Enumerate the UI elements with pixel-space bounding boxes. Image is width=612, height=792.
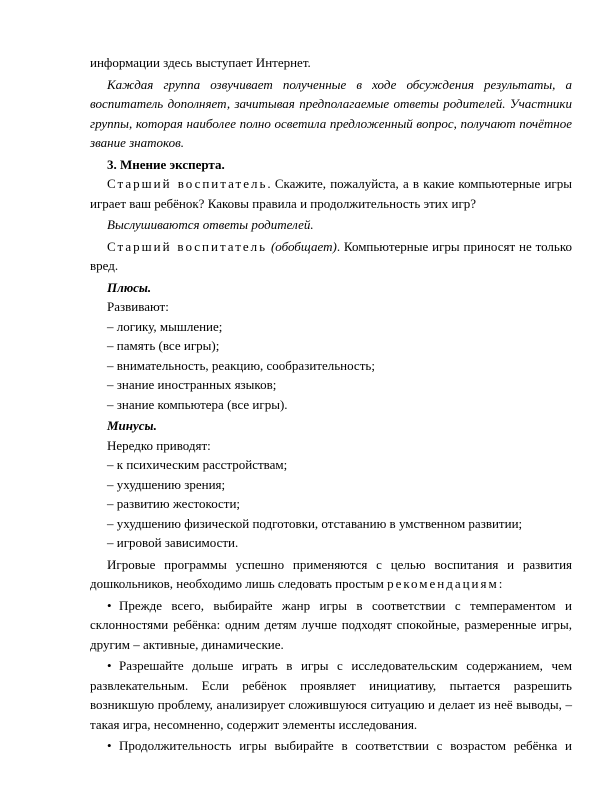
minus-item: – развитию жестокости;	[107, 496, 241, 511]
bullet-item-genre	[90, 596, 572, 655]
paragraph-groups: Каждая группа озвучивает полученные в ходе обсуждения результаты, а воспитатель дополняет, зачитывая предполагаемые ответы родителей. Участники группы, которая наиболее полно осветила предложенный вопрос, получают почётное звание знатоков.	[90, 76, 572, 150]
paragraph-internet: информации здесь выступает Интернет.	[90, 55, 311, 70]
bullet-text: Продолжительность игры выбирайте в соответствии с возрастом ребёнка и	[119, 738, 572, 753]
bullet-icon: •	[107, 597, 112, 613]
bullet-text: Разрешайте дольше играть в игры с исследовательским содержанием, чем развлекательным. Если ребёнок проявляет инициативу, пытается разрешить возникшую проблему, анализирует сложившуюся ситуацию и делает из неё выводы, – такая игра, несомненно, содержит элементы исследования.	[90, 658, 572, 732]
often-label: Нередко приводят:	[107, 437, 211, 453]
bullet-text: Прежде всего, выбирайте жанр игры в соответствии с темпераментом и склонностями ребёнка: одним детям лучше подходят спокойные, размеренные игры, другим – активные, динамические.	[90, 597, 572, 652]
plus-item: – логику, мышление;	[107, 318, 223, 334]
bullet-icon: •	[107, 658, 112, 673]
question-text: . Скажите, пожалуйста, а в какие компьютерные игры играет ваш ребёнок? Каковы правила и продолжительность этих игр?	[90, 176, 572, 211]
bullet-icon: •	[107, 738, 112, 753]
plus-heading: Плюсы.	[107, 279, 152, 295]
minus-item: – ухудшению зрения;	[107, 476, 226, 492]
plus-item: – знание компьютера (все игры).	[107, 396, 288, 412]
minus-item: – к психическим расстройствам;	[107, 457, 288, 472]
summary-text: . Компьютерные игры приносят не только вред.	[90, 238, 572, 273]
paragraph-summary	[90, 237, 572, 276]
generalizes-note: (обобщает)	[270, 238, 337, 254]
speaker-label-2: Старший воспитатель	[107, 238, 268, 254]
plus-item: – знание иностранных языков;	[107, 377, 277, 392]
paragraph-listen: Выслушиваются ответы родителей.	[107, 217, 314, 232]
bullet-item-duration	[90, 736, 572, 756]
minus-heading: Минусы.	[107, 418, 157, 433]
section-heading-expert: 3. Мнение эксперта.	[107, 156, 225, 172]
minus-item: – ухудшению физической подготовки, отставанию в умственном развитии;	[107, 515, 523, 531]
document-page	[90, 53, 572, 756]
games-intro-text: Игровые программы успешно применяются с целью воспитания и развития дошкольников, необходимо лишь следовать простым	[90, 556, 572, 591]
minus-item: – игровой зависимости.	[107, 535, 239, 550]
plus-item: – память (все игры);	[107, 338, 220, 353]
paragraph-question-games	[90, 174, 572, 213]
paragraph-games-intro	[90, 555, 572, 594]
colon: :	[498, 576, 503, 591]
develop-label: Развивают:	[107, 299, 169, 314]
recommendations-word: рекомендациям	[387, 576, 499, 591]
speaker-label: Старший воспитатель	[107, 176, 268, 191]
bullet-item-research	[90, 656, 572, 734]
plus-item: – внимательность, реакцию, сообразительность;	[107, 357, 375, 373]
